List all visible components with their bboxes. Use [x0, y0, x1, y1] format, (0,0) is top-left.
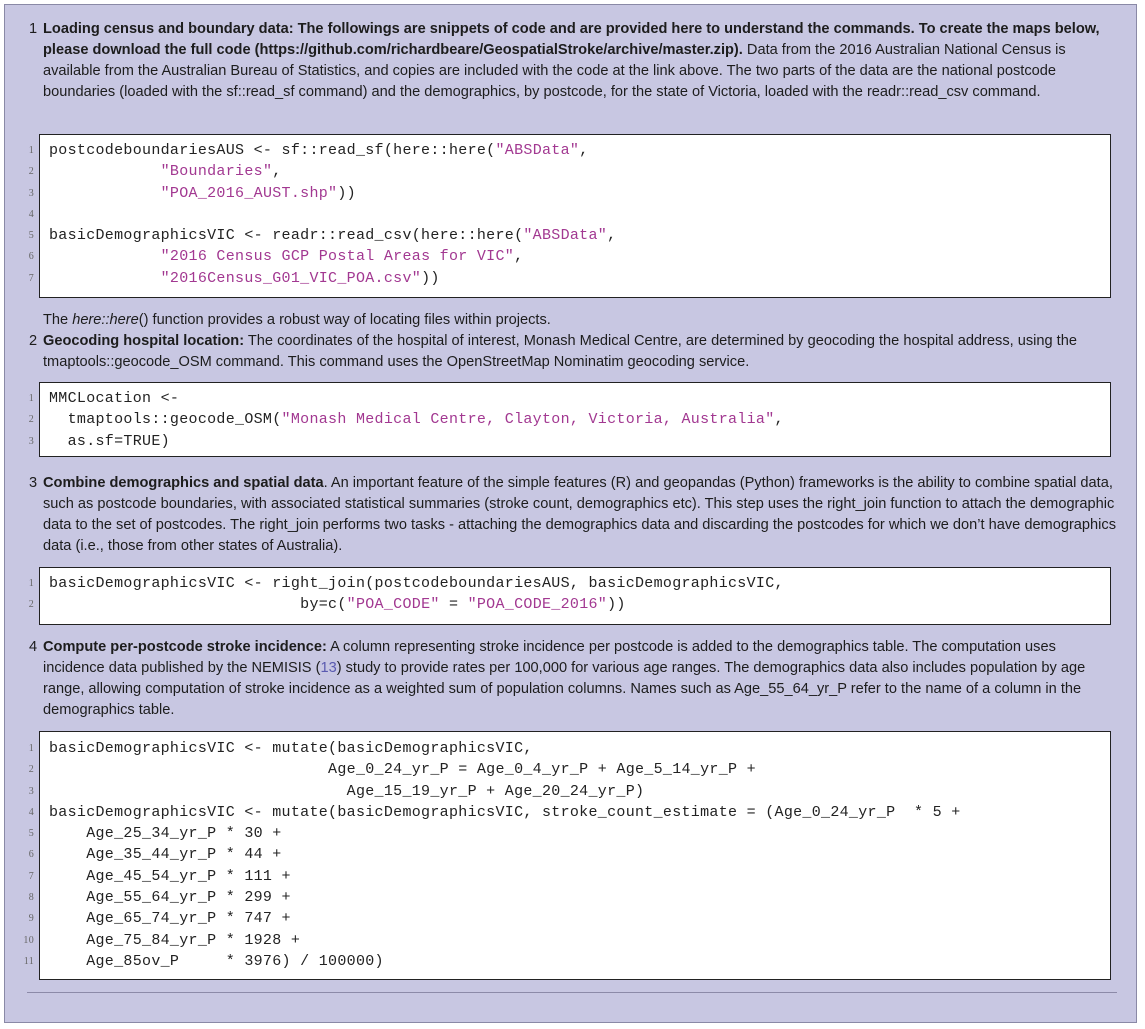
step-body: The coordinates of the hospital of interest, Monash Medical Centre, are determined by geocoding the hospital address, using the tmaptools::geocode_OSM command. This command uses the OpenStreetMap Nominatim geocoding service. [43, 333, 1077, 370]
step-2 [29, 331, 1119, 373]
code-line [28, 409, 1110, 430]
code-token: Age_75_84_yr_P * 1928 + [49, 931, 301, 949]
string-literal: "2016Census_G01_VIC_POA.csv" [160, 269, 422, 287]
code-line [28, 594, 1110, 615]
step-1 [29, 19, 1119, 103]
code-token: Age_55_64_yr_P * 299 + [49, 889, 291, 907]
code-line [28, 573, 1110, 594]
line-number: 10 [23, 934, 34, 946]
code-token: , [272, 163, 282, 181]
code-text [49, 183, 356, 204]
code-line [28, 823, 1110, 844]
code-text [49, 930, 300, 951]
line-number: 3 [28, 785, 34, 797]
code-token: Age_35_44_yr_P * 44 + [49, 846, 282, 864]
code-block-2 [28, 382, 1111, 457]
code-text [49, 594, 626, 615]
line-number: 6 [28, 849, 34, 861]
step-number: 1 [29, 21, 38, 37]
code-token: basicDemographicsVIC <- mutate(basicDemographicsVIC, stroke_count_estimate = (Age_0_24_yr_P * 5 + [49, 803, 961, 821]
divider [27, 992, 1117, 993]
step-body: Data from the 2016 Australian National Census is available from the Australian Bureau of Statistics, and copies are included with the code at the link above. The two parts of the data are the national postcode boundaries (loaded with the sf::read_sf command) and the demographics, by postcode, for the state of Victoria, loaded with the readr::read_csv command. [43, 42, 1066, 100]
step-body: . An important feature of the simple features (R) and geopandas (Python) frameworks is the ability to combine spatial data, such as postcode boundaries, with associated statistical summaries (stroke count, demographics etc). This step uses the right_join function to attach the demographic data to the set of postcodes. The right_join performs two tasks - attaching the demographics data and discarding the postcodes for which we don’t have demographics data (i.e., those from other states of Australia). [43, 475, 1116, 554]
code-line [28, 759, 1110, 780]
line-number: 8 [28, 892, 34, 904]
code-block-3 [28, 567, 1111, 625]
line-number: 1 [28, 145, 34, 156]
code-text [49, 844, 282, 865]
code-line [28, 204, 1110, 225]
code-token: Age_45_54_yr_P * 111 + [49, 867, 291, 885]
code-line [28, 866, 1110, 887]
code-text [49, 388, 179, 409]
line-number: 7 [28, 272, 34, 284]
step-title: Loading census and boundary data: The followings are snippets of code and are provided here to understand the commands. To create the maps below, please download the full code (https://github.com/richardbeare/GeospatialStroke/archive/master.zip). [43, 21, 1100, 58]
code-token: MMCLocation <- [49, 390, 180, 407]
code-line [28, 887, 1110, 908]
line-number: 9 [28, 913, 34, 925]
line-number: 11 [23, 955, 34, 967]
string-literal: "POA_CODE" [346, 596, 440, 614]
code-text [49, 823, 282, 844]
code-text [49, 866, 291, 887]
code-token [49, 163, 161, 180]
code-text [49, 161, 282, 182]
code-token: , [607, 227, 617, 245]
code-token: tmaptools::geocode_OSM( [49, 411, 282, 429]
line-number: 6 [28, 251, 34, 263]
code-line [28, 225, 1110, 246]
code-token: = [439, 596, 468, 614]
step-title: Geocoding hospital location: [43, 333, 245, 349]
code-text [49, 781, 644, 802]
code-token: Age_65_74_yr_P * 747 + [49, 910, 291, 928]
code-line [28, 268, 1110, 289]
code-line [28, 140, 1110, 161]
code-line [28, 246, 1110, 267]
code-block-1 [28, 134, 1111, 298]
code-line [28, 844, 1110, 865]
code-line [28, 908, 1110, 929]
code-text [49, 225, 616, 246]
code-token: )) [607, 596, 626, 614]
string-literal: "ABSData" [495, 142, 580, 159]
line-number: 2 [28, 166, 34, 178]
code-token: basicDemographicsVIC <- mutate(basicDemographicsVIC, [49, 740, 533, 757]
step-body: A column representing stroke incidence per postcode is added to the demographics table. The computation uses incidence data published by the NEMISIS ( [43, 639, 1056, 676]
code-token: , [774, 411, 784, 429]
step-number: 3 [29, 475, 38, 491]
note-here-function: The here::here() function provides a robust way of locating files within projects. [43, 312, 551, 328]
code-text [49, 573, 784, 594]
code-line [23, 930, 1110, 951]
code-line [28, 183, 1110, 204]
line-number: 1 [28, 743, 34, 754]
line-number: 2 [28, 414, 34, 426]
code-text [49, 908, 291, 929]
string-literal: "POA_2016_AUST.shp" [160, 184, 338, 202]
code-text [49, 951, 384, 972]
string-literal: "2016 Census GCP Postal Areas for VIC" [160, 248, 515, 266]
code-text [49, 759, 756, 780]
content-panel [4, 4, 1137, 1023]
code-token [49, 248, 161, 265]
step-3 [29, 473, 1119, 557]
string-literal: "POA_CODE_2016" [467, 596, 608, 614]
code-token [49, 270, 161, 287]
line-number: 7 [28, 870, 34, 882]
code-token: basicDemographicsVIC <- readr::read_csv(here::here( [49, 227, 524, 245]
line-number: 1 [28, 393, 34, 404]
code-token: basicDemographicsVIC <- right_join(postcodeboundariesAUS, basicDemographicsVIC, [49, 575, 784, 592]
string-literal: "ABSData" [523, 227, 608, 245]
code-text [49, 802, 961, 823]
step-number: 2 [29, 333, 38, 349]
line-number: 2 [28, 764, 34, 776]
line-number: 1 [28, 578, 34, 589]
code-token: postcodeboundariesAUS <- sf::read_sf(here::here( [49, 142, 496, 159]
code-line [28, 802, 1110, 823]
code-line [28, 388, 1110, 409]
code-token: )) [421, 269, 440, 287]
string-literal: "Monash Medical Centre, Clayton, Victoria, Australia" [281, 411, 775, 429]
citation-link[interactable]: 13 [320, 660, 337, 676]
code-token: , [579, 142, 589, 159]
code-token: )) [337, 184, 356, 202]
line-number: 3 [28, 435, 34, 447]
code-token: by=c( [49, 596, 347, 614]
code-token: Age_0_24_yr_P = Age_0_4_yr_P + Age_5_14_yr_P + [49, 761, 756, 779]
code-text [49, 887, 291, 908]
step-4: 4 Compute per-postcode stroke incidence: A column representing stroke incidence per postcode is added to the demographics table. The computation uses incidence data published by the NEMISIS (13) study to provide rates per 100,000 for various age ranges. The demographics data also includes population by age range, allowing computation of stroke incidence as a weighted sum of population columns. Names such as Age_55_64_yr_P refer to the name of a column in the demographics table. [29, 639, 1086, 718]
line-number: 4 [28, 208, 34, 220]
line-number: 3 [28, 187, 34, 199]
code-text [49, 268, 440, 289]
line-number: 5 [28, 230, 34, 242]
code-text [49, 431, 170, 452]
code-text [49, 140, 589, 161]
step-title: Combine demographics and spatial data [43, 475, 324, 491]
code-line [28, 431, 1110, 452]
line-number: 2 [28, 599, 34, 611]
code-token: as.sf=TRUE) [49, 432, 170, 450]
code-line [23, 951, 1110, 972]
code-text [49, 738, 533, 759]
code-text [49, 246, 523, 267]
line-number: 4 [28, 806, 34, 818]
string-literal: "Boundaries" [160, 163, 273, 181]
step-title: Compute per-postcode stroke incidence: [43, 639, 327, 655]
step-number: 4 [29, 639, 38, 655]
code-line [28, 781, 1110, 802]
code-token: Age_15_19_yr_P + Age_20_24_yr_P) [49, 782, 645, 800]
code-line [28, 738, 1110, 759]
code-token: Age_85ov_P * 3976) / 100000) [49, 952, 384, 970]
code-token: Age_25_34_yr_P * 30 + [49, 825, 282, 843]
here-function-name: here::here [72, 312, 139, 328]
code-text [49, 409, 784, 430]
code-line [28, 161, 1110, 182]
code-token: , [514, 248, 524, 266]
line-number: 5 [28, 828, 34, 840]
code-token [49, 185, 161, 202]
code-block-4 [23, 731, 1111, 980]
